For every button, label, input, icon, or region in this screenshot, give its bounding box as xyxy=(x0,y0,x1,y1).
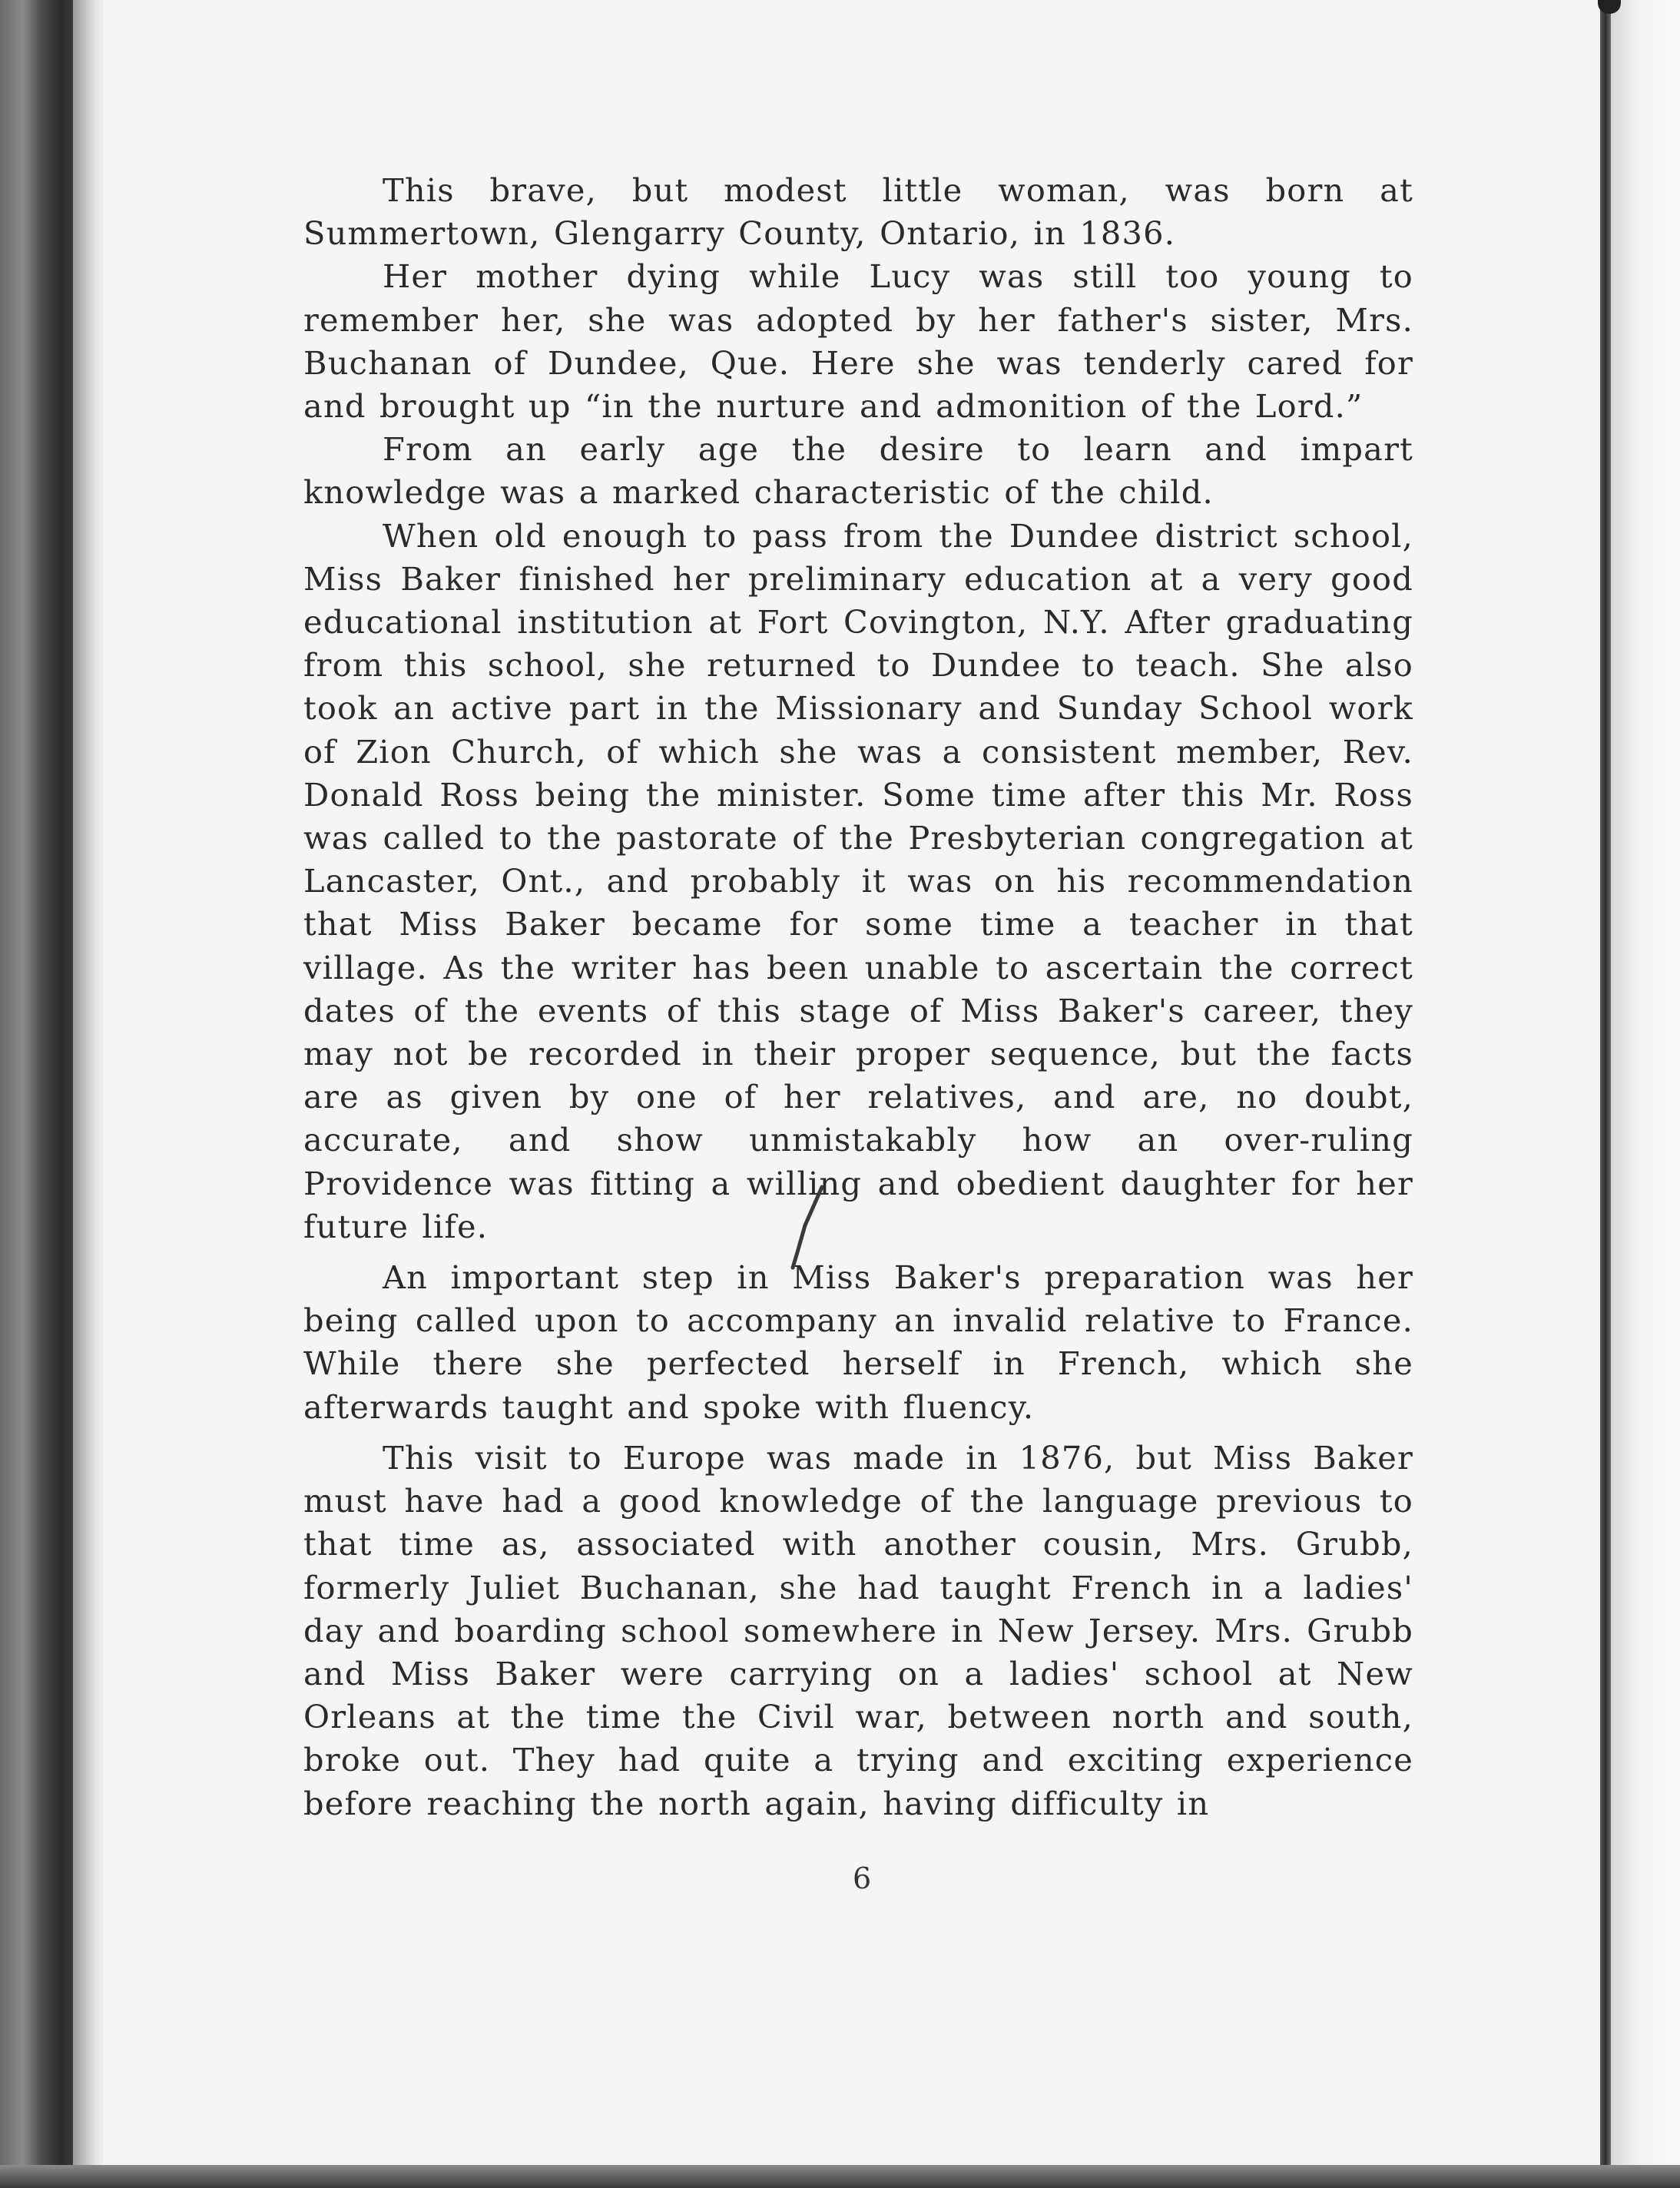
paragraph-1: This brave, but modest little woman, was born at Summertown, Glengarry County, Ontario, in 1836. xyxy=(303,171,1413,253)
paragraph-4: When old enough to pass from the Dundee district school, Miss Baker finished her preliminary education at a very good educational institution at Fort Covington, N.Y. After graduating from this school, she returned to Dundee to teach. She also took an active part in the Missionary and Sunday School work of Zion Church, of which she was a consistent member, Rev. Donald Ross being the minister. Some time after this Mr. Ross was called to the pastorate of the Presbyterian congregation at Lancaster, Ont., and probably it was on his recommendation that Miss Baker became for some time a teacher in that village. As the writer has been unable to ascertain the correct dates of the events of this stage of Miss Baker's career, they may not be recorded in their proper sequence, but the facts are as given by one of her relatives, and are, no doubt, accurate, and show unmistakably how an over-ruling Providence was fitting a willing and obedient daughter for her future life. xyxy=(303,516,1413,1245)
paragraph-2: Her mother dying while Lucy was still too young to remember her, she was adopted by her father's sister, Mrs. Buchanan of Dundee, Que. Here she was tenderly cared for and brought up “in the nurture and admonition of the Lord.” xyxy=(303,257,1413,426)
scan-right-margin xyxy=(1611,0,1680,2188)
page-body xyxy=(303,169,1413,1825)
paragraph-5: An important step in Miss Baker's preparation was her being called upon to accompany an invalid relative to France. While there she perfected herself in French, which she afterwards taught and spoke with fluency. xyxy=(303,1258,1413,1426)
pencil-mark xyxy=(782,1179,828,1271)
scan-bottom-edge xyxy=(0,2165,1680,2188)
scan-left-edge xyxy=(73,0,104,2188)
scan-left-margin xyxy=(0,0,73,2188)
paragraph-3: From an early age the desire to learn and impart knowledge was a marked characteristic of the child. xyxy=(303,430,1413,512)
paragraph-6: This visit to Europe was made in 1876, but Miss Baker must have had a good knowledge of the language previous to that time as, associated with another cousin, Mrs. Grubb, formerly Juliet Buchanan, she had taught French in a ladies' day and boarding school somewhere in New Jersey. Mrs. Grubb and Miss Baker were carrying on a ladies' school at New Orleans at the time the Civil war, between north and south, broke out. They had quite a trying and exciting experience before reaching the north again, having difficulty in xyxy=(303,1438,1413,1822)
scan-right-border xyxy=(1600,0,1611,2188)
page-number: 6 xyxy=(853,1861,872,1895)
